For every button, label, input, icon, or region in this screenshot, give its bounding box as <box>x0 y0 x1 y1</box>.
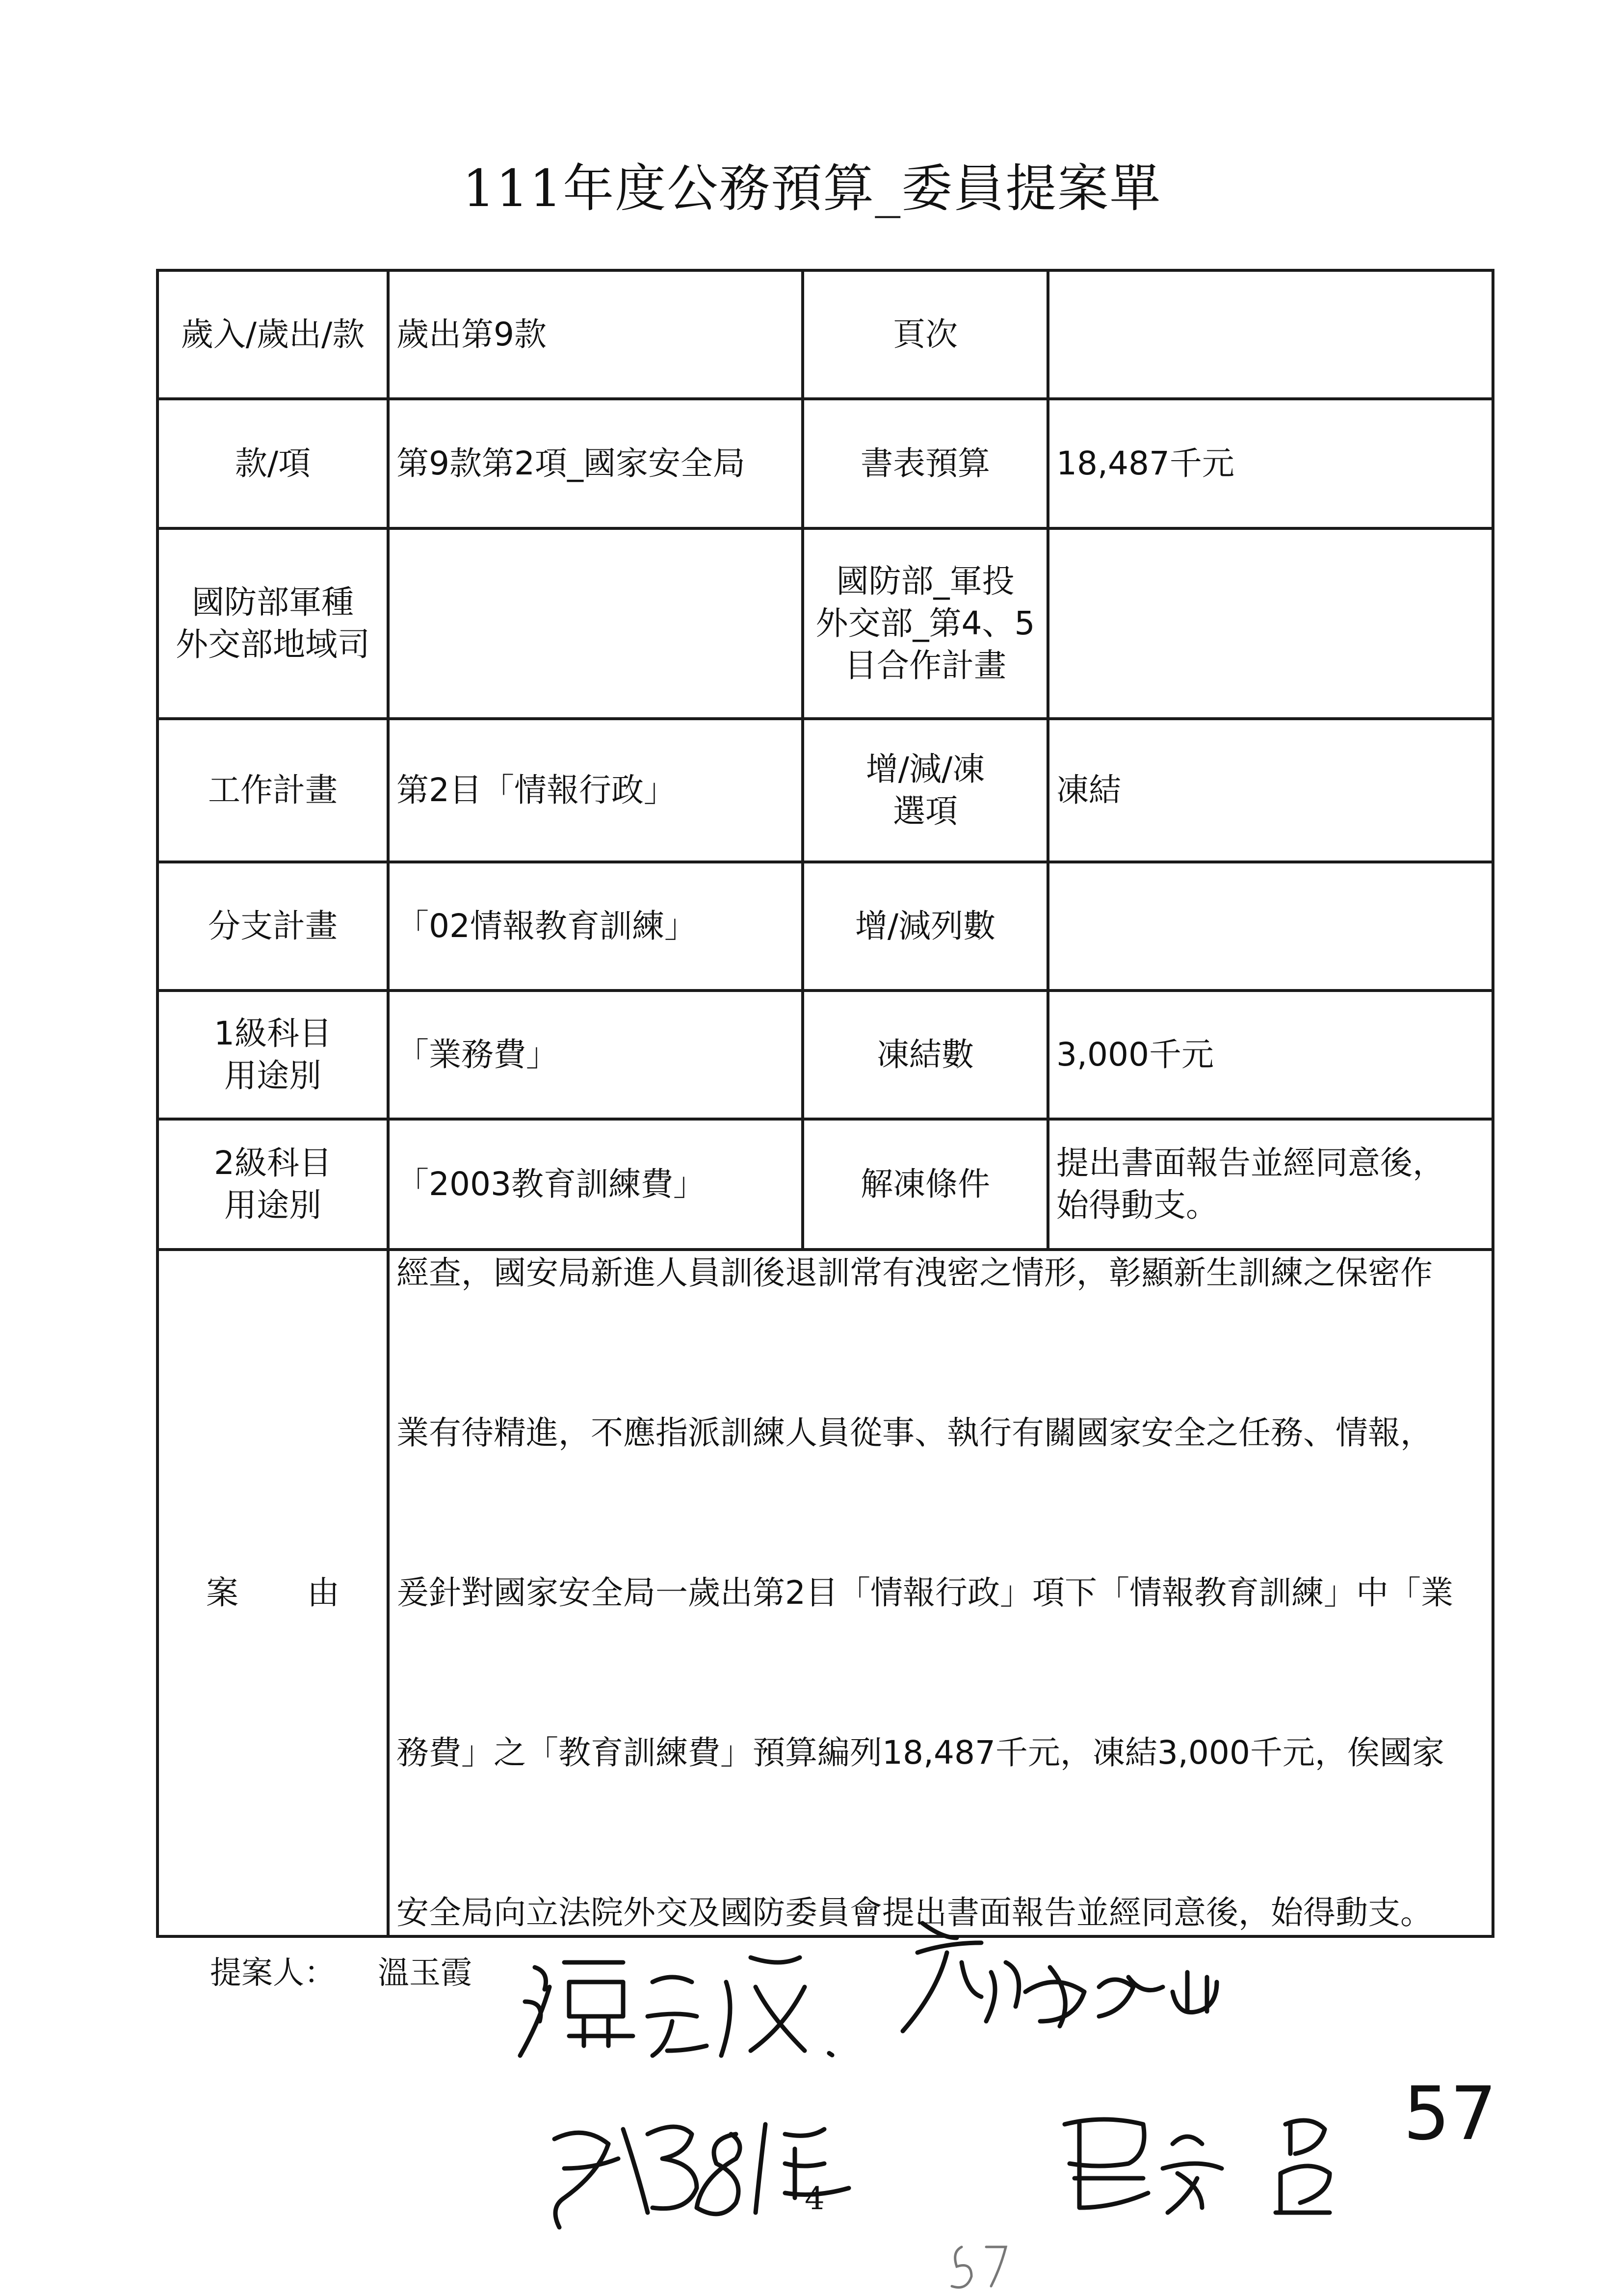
label-line: 增/減/凍 <box>865 750 985 788</box>
label-line: 目合作計畫 <box>844 646 1006 684</box>
label-line: 2級科目 <box>214 1144 332 1182</box>
reason-line: 經查，國安局新進人員訓後退訓常有洩密之情形，彰顯新生訓練之保密作 <box>396 1254 1433 1292</box>
field-label-unfreeze-condition: 解凍條件 <box>803 1119 1048 1250</box>
field-label-report-budget: 書表預算 <box>803 399 1048 528</box>
reason-line: 爰針對國家安全局一歲出第2目「情報行政」項下「情報教育訓練」中「業 <box>396 1574 1453 1612</box>
field-value-budget-category: 歲出第9款 <box>388 270 803 399</box>
reason-line: 務費」之「教育訓練費」預算編列18,487千元，凍結3,000千元，俟國家 <box>396 1734 1444 1772</box>
field-label-sub-plan: 分支計畫 <box>157 862 388 991</box>
field-label-page: 頁次 <box>803 270 1048 399</box>
signature-1 <box>520 1957 832 2056</box>
reason-label-char: 由 <box>307 1574 340 1612</box>
page-title: 111年度公務預算_委員提案單 <box>462 158 1162 218</box>
field-label-work-plan: 工作計畫 <box>157 719 388 862</box>
field-label-frozen-amount: 凍結數 <box>803 991 1048 1119</box>
reason-line: 安全局向立法院外交及國防委員會提出書面報告並經同意後，始得動支。 <box>396 1894 1433 1931</box>
value-line: 始得動支。 <box>1056 1186 1218 1224</box>
label-line: 國防部_軍投 <box>836 562 1015 600</box>
label-line: 國防部軍種 <box>192 583 354 622</box>
field-value-frozen-amount: 3,000千元 <box>1048 991 1493 1119</box>
field-value-section: 第9款第2項_國家安全局 <box>388 399 803 528</box>
field-value-level2-item: 「2003教育訓練費」 <box>388 1119 803 1250</box>
label-line: 用途別 <box>224 1057 321 1095</box>
field-value-work-plan: 第2目「情報行政」 <box>388 719 803 862</box>
label-line: 外交部_第4、5 <box>815 604 1035 643</box>
page-number: 4 <box>805 2181 825 2217</box>
signature-2 <box>903 1923 1217 2031</box>
label-line: 用途別 <box>224 1186 321 1224</box>
field-value-adjust-option: 凍結 <box>1048 719 1493 862</box>
field-value-sub-plan: 「02情報教育訓練」 <box>388 862 803 991</box>
field-label-budget-category: 歲入/歲出/款 <box>157 270 388 399</box>
proposer-name: 溫玉霞 <box>378 1955 472 1991</box>
handwritten-number: 57 <box>1403 2071 1497 2157</box>
value-line: 提出書面報告並經同意後， <box>1056 1144 1445 1182</box>
field-label-section: 款/項 <box>157 399 388 528</box>
signature-4 <box>1065 2119 1330 2213</box>
field-value-report-budget: 18,487千元 <box>1048 399 1493 528</box>
label-line: 1級科目 <box>214 1015 332 1053</box>
label-line: 外交部地域司 <box>176 626 370 663</box>
field-value-level1-item: 「業務費」 <box>388 991 803 1119</box>
proposer-label: 提案人： <box>210 1955 336 1991</box>
field-label-adjust-amount: 增/減列數 <box>803 862 1048 991</box>
reason-label-char: 案 <box>206 1574 238 1612</box>
reason-line: 業有待精進，不應指派訓練人員從事、執行有關國家安全之任務、情報， <box>396 1414 1433 1452</box>
faint-mark <box>952 2247 1006 2288</box>
label-line: 選項 <box>893 792 958 830</box>
